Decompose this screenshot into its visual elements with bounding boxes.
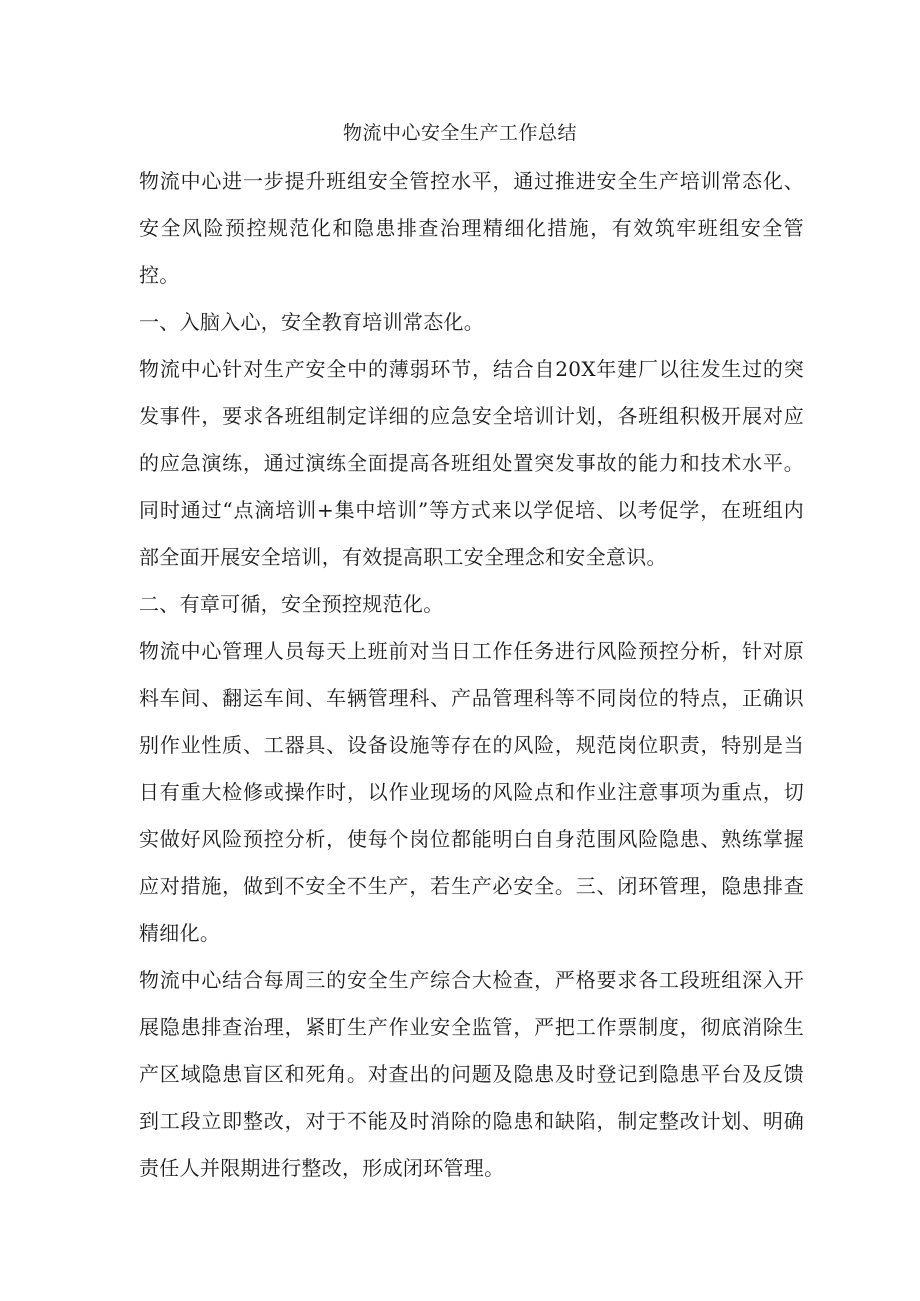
section-1-paragraph: 物流中心针对生产安全中的薄弱环节，结合自20X年建厂以往发生过的突发事件，要求各班组制定详细的应急安全培训计划，各班组积极开展对应的应急演练，通过演练全面提高各班组处置突发事故的能力和技术水平。同时通过“点滴培训+集中培训”等方式来以学促培、以考促学，在班组内部全面开展安全培训，有效提高职工安全理念和安全意识。 bbox=[139, 357, 804, 569]
intro-paragraph: 物流中心进一步提升班组安全管控水平，通过推进安全生产培训常态化、安全风险预控规范化和隐患排查治理精细化措施，有效筑牢班组安全管控。 bbox=[139, 169, 804, 287]
section-3-paragraph: 物流中心结合每周三的安全生产综合大检查，严格要求各工段班组深入开展隐患排查治理，紧盯生产作业安全监管，严把工作票制度，彻底消除生产区域隐患盲区和死角。对查出的问题及隐患及时登记到隐患平台及反馈到工段立即整改，对于不能及时消除的隐患和缺陷，制定整改计划、明确责任人并限期进行整改，形成闭环管理。 bbox=[139, 968, 804, 1180]
section-2-paragraph: 物流中心管理人员每天上班前对当日工作任务进行风险预控分析，针对原料车间、翻运车间、车辆管理科、产品管理科等不同岗位的特点，正确识别作业性质、工器具、设备设施等存在的风险，规范岗位职责，特别是当日有重大检修或操作时，以作业现场的风险点和作业注意事项为重点，切实做好风险预控分析，使每个岗位都能明白自身范围风险隐患、熟练掌握应对措施，做到不安全不生产，若生产必安全。三、闭环管理，隐患排查精细化。 bbox=[139, 639, 804, 945]
document-title: 物流中心安全生产工作总结 bbox=[342, 122, 577, 144]
section-1-heading: 一、入脑入心，安全教育培训常态化。 bbox=[139, 310, 485, 334]
section-2-heading: 二、有章可循，安全预控规范化。 bbox=[139, 592, 444, 616]
document-body bbox=[139, 158, 804, 1192]
